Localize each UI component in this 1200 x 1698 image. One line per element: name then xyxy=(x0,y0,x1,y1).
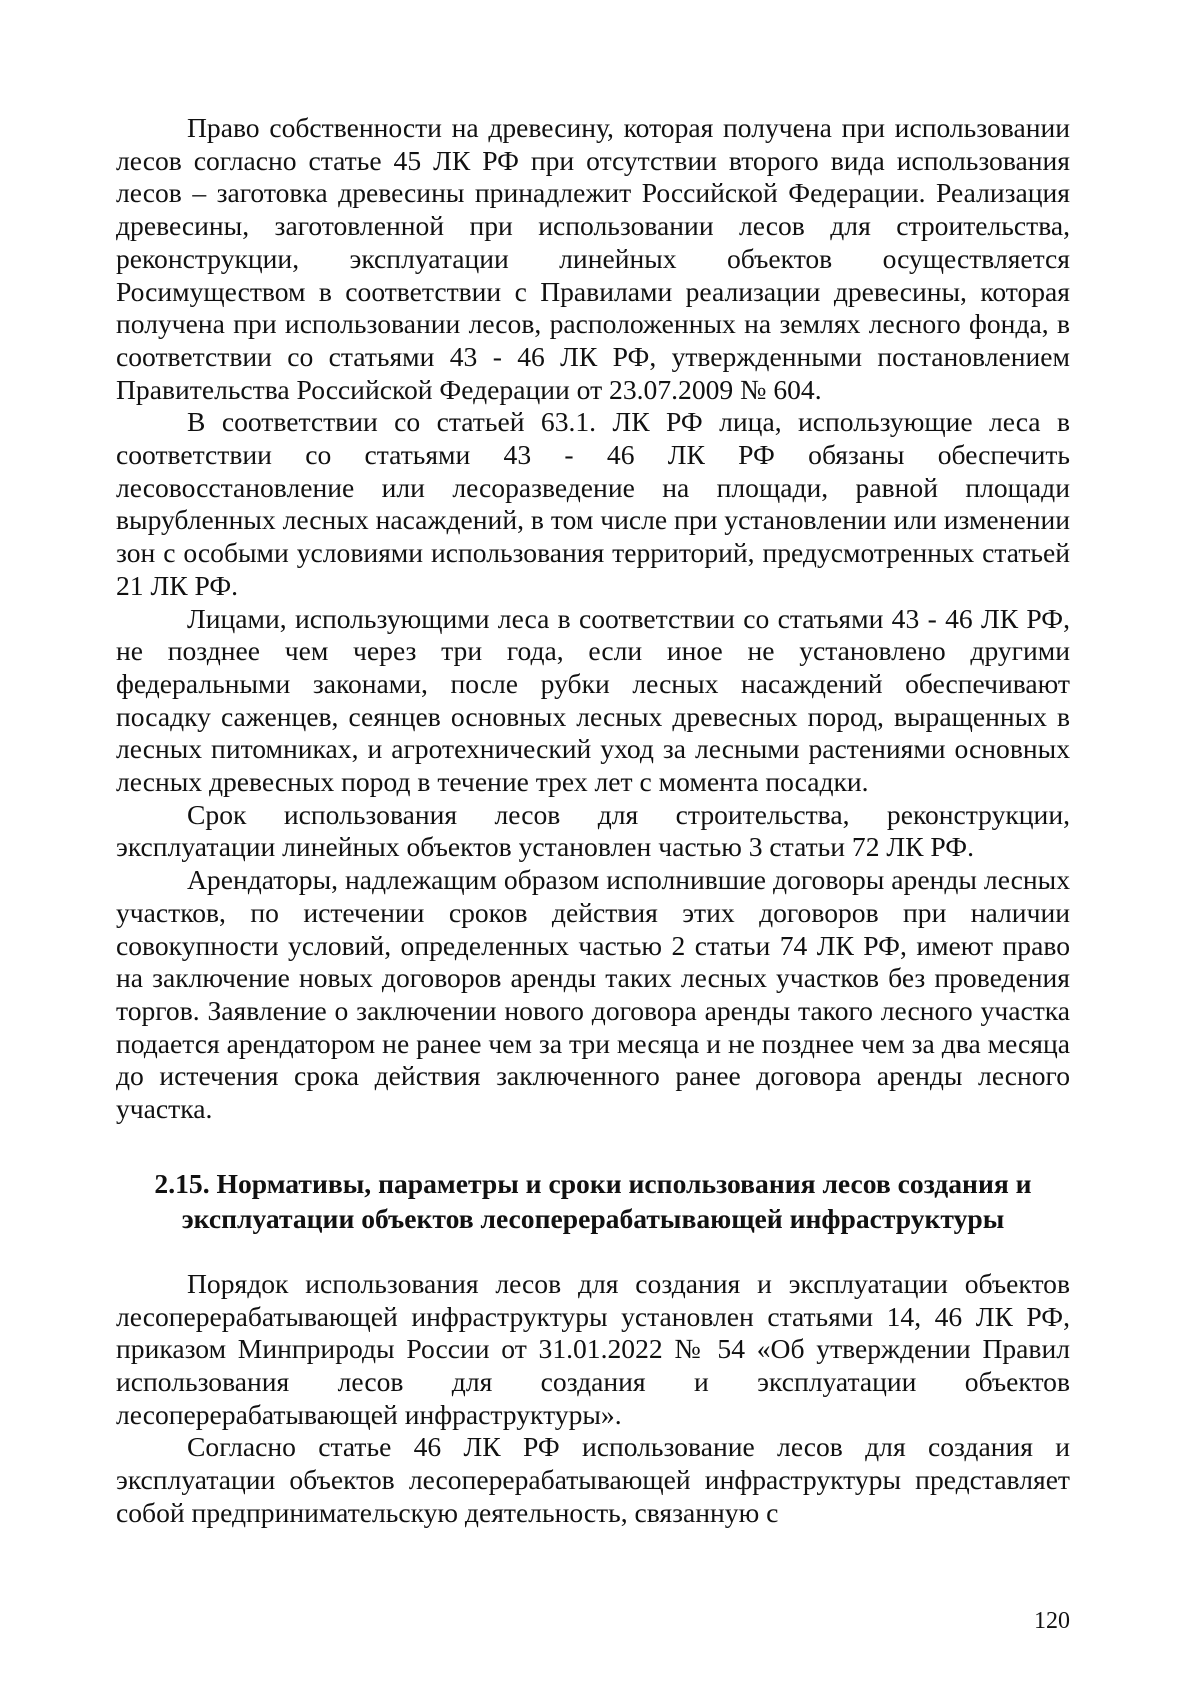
paragraph-lease-renewal: Арендаторы, надлежащим образом исполнившие договоры аренды лесных участков, по истечении сроков действия этих договоров при наличии совокупности условий, определенных частью 2 статьи 74 ЛК РФ, имеют право на заключение новых договоров аренды таких лесных участков без проведения торгов. Заявление о заключении нового договора аренды такого лесного участка подается арендатором не ранее чем за три месяца и не позднее чем за два месяца до истечения срока действия заключенного ранее договора аренды лесного участка. xyxy=(116,864,1070,1125)
paragraph-article-46: Согласно статье 46 ЛК РФ использование лесов для создания и эксплуатации объектов лесоперерабатывающей инфраструктуры представляет собой предпринимательскую деятельность, связанную с xyxy=(116,1431,1070,1528)
paragraph-timber-ownership: Право собственности на древесину, которая получена при использовании лесов согласно статье 45 ЛК РФ при отсутствии второго вида использования лесов – заготовка древесины принадлежит Российской Федерации. Реализация древесины, заготовленной при использовании лесов для строительства, реконструкции, эксплуатации линейных объектов осуществляется Росимуществом в соответствии с Правилами реализации древесины, которая получена при использовании лесов, расположенных на землях лесного фонда, в соответствии со статьями 43 - 46 ЛК РФ, утвержденными постановлением Правительства Российской Федерации от 23.07.2009 № 604. xyxy=(116,112,1070,405)
page-content xyxy=(116,112,1070,1529)
paragraph-planting-requirements: Лицами, использующими леса в соответствии со статьями 43 - 46 ЛК РФ, не позднее чем через три года, если иное не установлено другими федеральными законами, после рубки лесных насаждений обеспечивают посадку саженцев, сеянцев основных лесных древесных пород, выращенных в лесных питомниках, и агротехнический уход за лесными растениями основных лесных древесных пород в течение трех лет с момента посадки. xyxy=(116,602,1070,798)
section-heading-2-15 xyxy=(116,1166,1070,1236)
section-heading-line-1: 2.15. Нормативы, параметры и сроки использования лесов создания и xyxy=(154,1167,1032,1199)
paragraph-procedure: Порядок использования лесов для создания и эксплуатации объектов лесоперерабатывающей инфраструктуры установлен статьями 14, 46 ЛК РФ, приказом Минприроды России от 31.01.2022 № 54 «Об утверждении Правил использования лесов для создания и эксплуатации объектов лесоперерабатывающей инфраструктуры». xyxy=(116,1267,1070,1430)
paragraph-reforestation-obligation: В соответствии со статьей 63.1. ЛК РФ лица, использующие леса в соответствии со статьями 43 - 46 ЛК РФ обязаны обеспечить лесовосстановление или лесоразведение на площади, равной площади вырубленных лесных насаждений, в том числе при установлении или изменении зон с особыми условиями использования территорий, предусмотренных статьей 21 ЛК РФ. xyxy=(116,406,1070,601)
page-number: 120 xyxy=(1034,1608,1070,1634)
paragraph-usage-term: Срок использования лесов для строительства, реконструкции, эксплуатации линейных объектов установлен частью 3 статьи 72 ЛК РФ. xyxy=(116,798,1070,863)
section-heading-line-2: эксплуатации объектов лесоперерабатывающей инфраструктуры xyxy=(181,1202,1005,1234)
